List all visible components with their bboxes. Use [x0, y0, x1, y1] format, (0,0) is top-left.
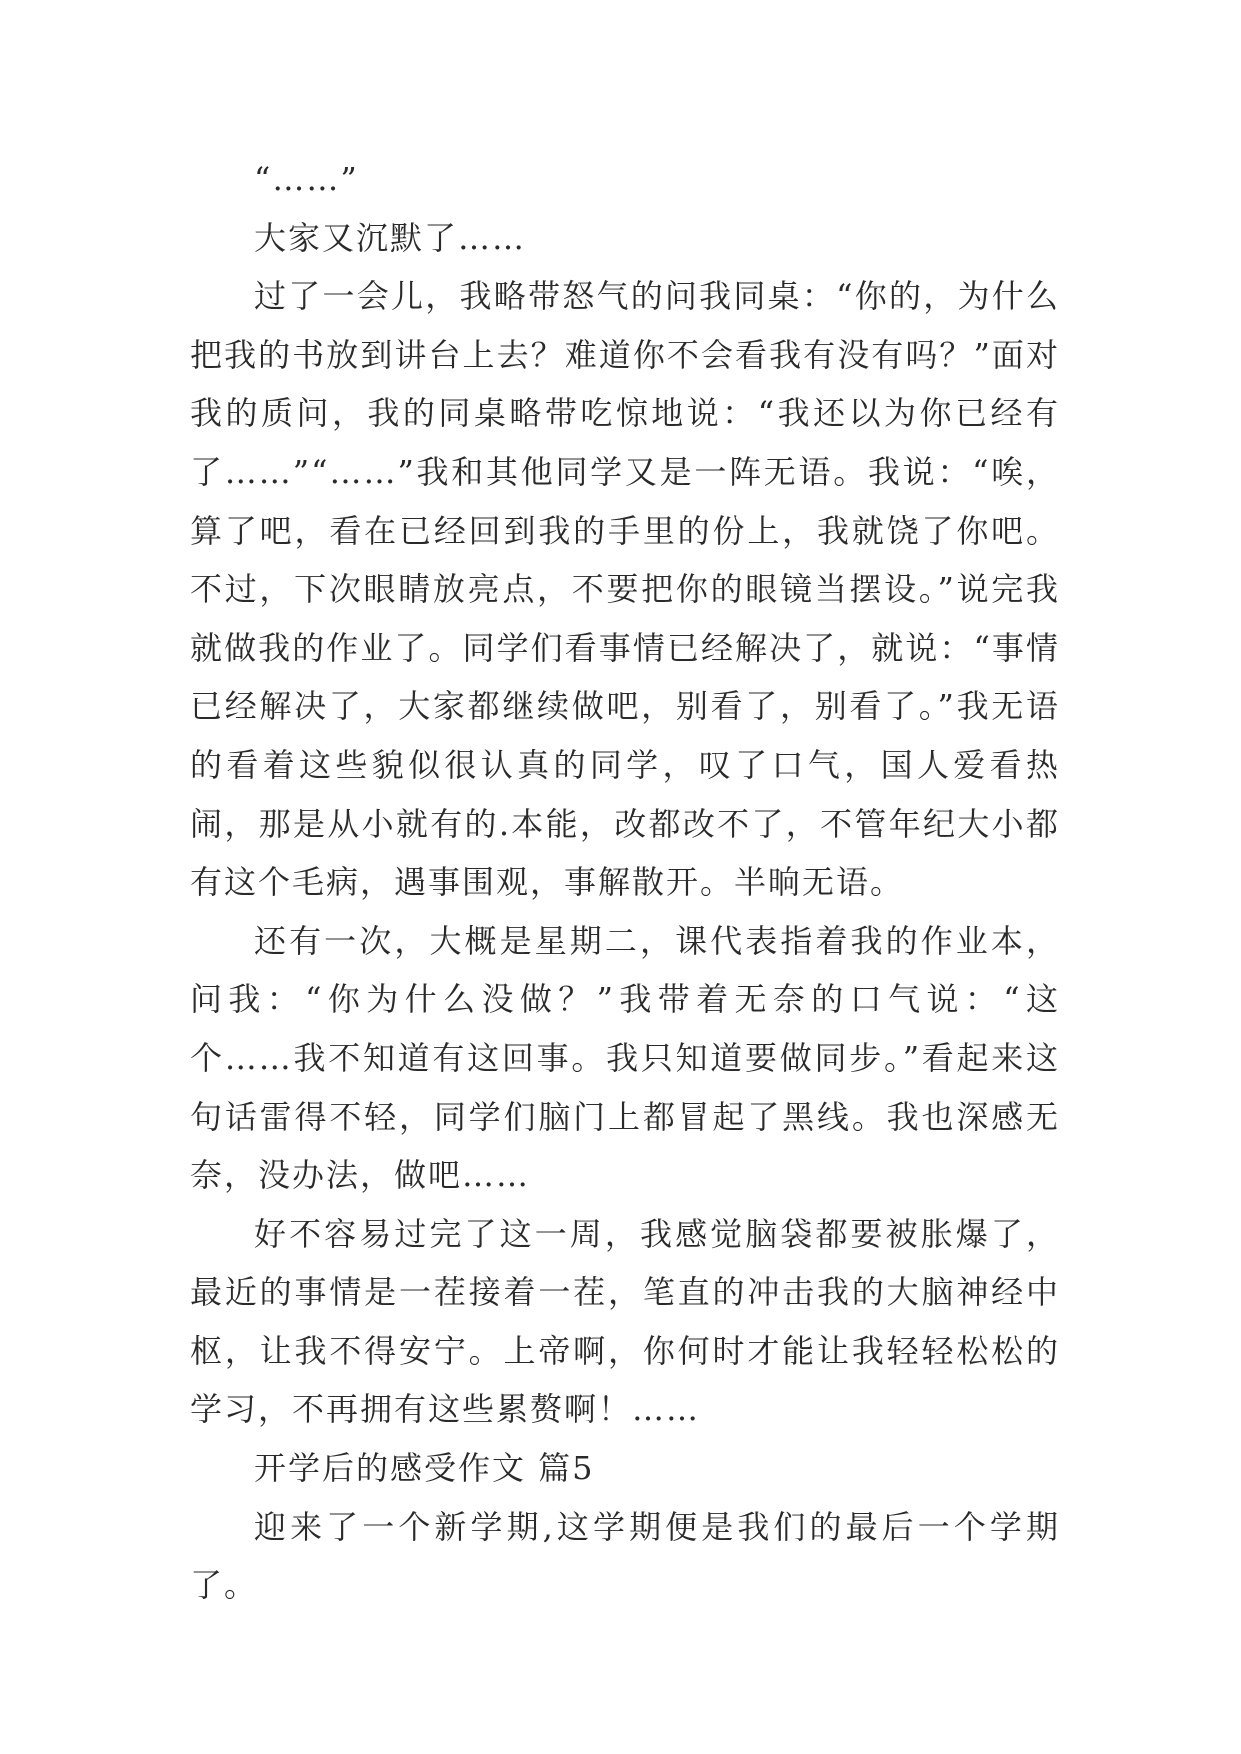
document-body	[190, 150, 1060, 1615]
paragraph-ellipsis-quote: “……”	[254, 160, 359, 198]
paragraph-week-end: 好不容易过完了这一周，我感觉脑袋都要被胀爆了，最近的事情是一茬接着一茬，笔直的冲击我的大脑神经中枢，让我不得安宁。上帝啊，你何时才能让我轻轻松松的学习，不再拥有这些累赘啊！……	[190, 1214, 1060, 1429]
paragraph-deskmate: 过了一会儿，我略带怒气的问我同桌：“你的，为什么把我的书放到讲台上去？难道你不会看我有没有吗？”面对我的质问，我的同桌略带吃惊地说：“我还以为你已经有了……”“……”我和其他同学又是一阵无语。我说：“唉，算了吧，看在已经回到我的手里的份上，我就饶了你吧。不过，下次眼睛放亮点，不要把你的眼镜当摆设。”说完我就做我的作业了。同学们看事情已经解决了，就说：“事情已经解决了，大家都继续做吧，别看了，别看了。”我无语的看着这些貌似很认真的同学，叹了口气，国人爱看热闹，那是从小就有的.本能，改都改不了，不管年纪大小都有这个毛病，遇事围观，事解散开。半晌无语。	[190, 277, 1060, 902]
paragraph-silence: 大家又沉默了……	[254, 218, 527, 257]
section-heading: 开学后的感受作文 篇5	[254, 1449, 595, 1488]
paragraph-homework: 还有一次，大概是星期二，课代表指着我的作业本，问我：“你为什么没做？”我带着无奈的口气说：“这个……我不知道有这回事。我只知道要做同步。”看起来这句话雷得不轻，同学们脑门上都冒起了黑线。我也深感无奈，没办法，做吧……	[190, 921, 1060, 1195]
paragraph-new-semester: 迎来了一个新学期,这学期便是我们的最后一个学期了。	[190, 1507, 1060, 1605]
